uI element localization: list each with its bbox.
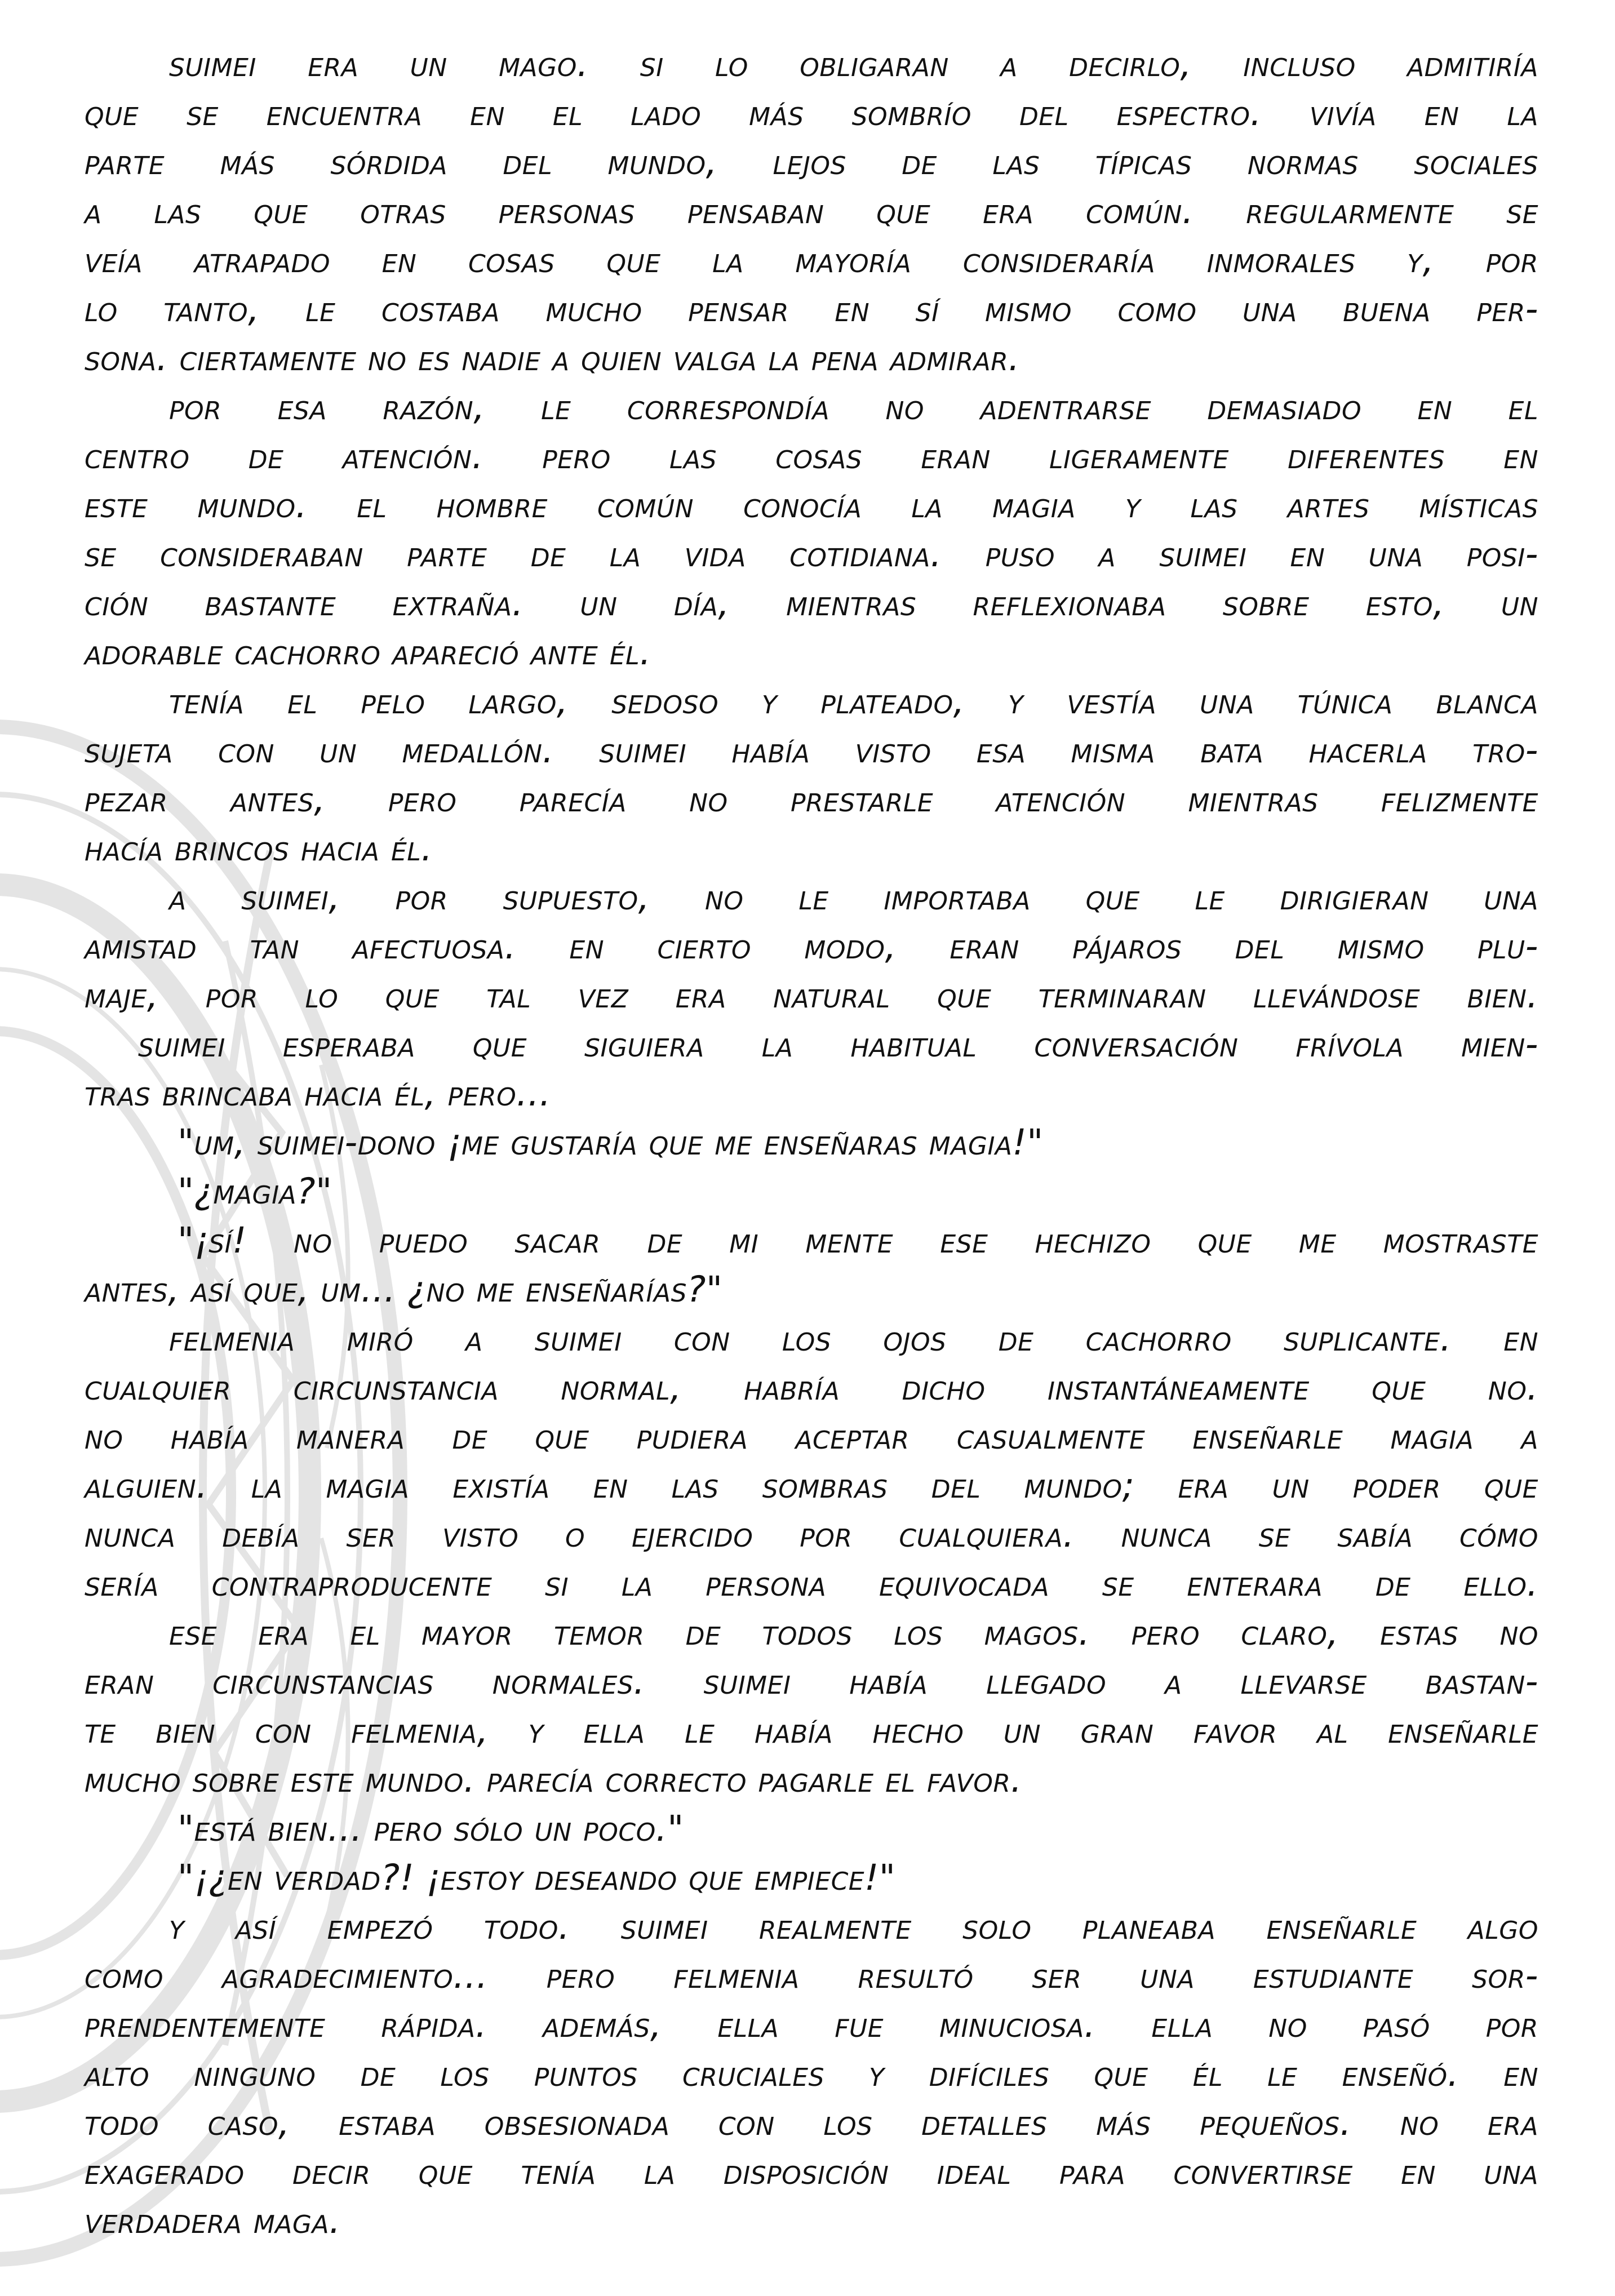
text-line: alto ninguno de los puntos cruciales y difíciles que él le enseñó. en xyxy=(85,2053,1538,2094)
text-line: tras brincaba hacia él, pero... xyxy=(85,1073,551,1114)
text-line: no había manera de que pudiera aceptar casualmente enseñarle magia a xyxy=(85,1416,1538,1457)
text-line: ese era el mayor temor de todos los magos. pero claro, estas no xyxy=(169,1612,1538,1653)
text-line: suimei era un mago. si lo obligaran a decirlo, incluso admitiría xyxy=(169,43,1538,85)
text-line: nunca debía ser visto o ejercido por cualquiera. nunca se sabía cómo xyxy=(85,1514,1538,1555)
text-line: como agradecimiento... pero felmenia resultó ser una estudiante sor- xyxy=(85,1955,1538,1996)
text-line: maje, por lo que tal vez era natural que terminaran llevándose bien. xyxy=(85,975,1538,1016)
text-line: hacía brincos hacia él. xyxy=(85,828,433,869)
page-text xyxy=(85,39,1538,2245)
text-line: felmenia miró a suimei con los ojos de cachorro suplicante. en xyxy=(169,1318,1538,1359)
text-line: antes, así que, um... ¿no me enseñarías?" xyxy=(85,1269,723,1310)
text-line: adorable cachorro apareció ante él. xyxy=(85,632,651,673)
text-line: a las que otras personas pensaban que era común. regularmente se xyxy=(85,190,1538,232)
text-line: tenía el pelo largo, sedoso y plateado, y vestía una túnica blanca xyxy=(169,681,1538,722)
text-line: suimei esperaba que siguiera la habitual conversación frívola mien- xyxy=(138,1024,1538,1065)
text-line: sería contraproducente si la persona equivocada se enterara de ello. xyxy=(85,1563,1538,1604)
text-line: este mundo. el hombre común conocía la magia y las artes místicas xyxy=(85,485,1538,526)
dialog-line: "está bien... pero sólo un poco." xyxy=(178,1808,684,1849)
text-line: parte más sórdida del mundo, lejos de las típicas normas sociales xyxy=(85,141,1538,183)
text-line: alguien. la magia existía en las sombras del mundo; era un poder que xyxy=(85,1465,1538,1506)
text-line: sona. ciertamente no es nadie a quien valga la pena admirar. xyxy=(85,337,1020,379)
text-line: a suimei, por supuesto, no le importaba que le dirigieran una xyxy=(169,877,1538,918)
text-line: exagerado decir que tenía la disposición ideal para convertirse en una xyxy=(85,2151,1538,2192)
dialog-line: "¡sí! no puedo sacar de mi mente ese hechizo que me mostraste xyxy=(178,1220,1538,1261)
text-line: prendentemente rápida. además, ella fue minuciosa. ella no pasó por xyxy=(85,2004,1538,2045)
text-line: que se encuentra en el lado más sombrío del espectro. vivía en la xyxy=(85,92,1538,134)
text-line: eran circunstancias normales. suimei había llegado a llevarse bastan- xyxy=(85,1661,1538,1702)
text-line: cualquier circunstancia normal, habría dicho instantáneamente que no. xyxy=(85,1367,1538,1408)
text-line: ción bastante extraña. un día, mientras reflexionaba sobre esto, un xyxy=(85,583,1538,624)
text-line: verdadera maga. xyxy=(85,2200,341,2241)
text-line: amistad tan afectuosa. en cierto modo, eran pájaros del mismo plu- xyxy=(85,926,1538,967)
text-line: mucho sobre este mundo. parecía correcto pagarle el favor. xyxy=(85,1759,1022,1800)
text-line: pezar antes, pero parecía no prestarle atención mientras felizmente xyxy=(85,779,1538,820)
text-line: y así empezó todo. suimei realmente solo planeaba enseñarle algo xyxy=(169,1906,1538,1947)
text-line: lo tanto, le costaba mucho pensar en sí mismo como una buena per- xyxy=(85,288,1538,330)
dialog-line: "¿magia?" xyxy=(178,1171,332,1212)
text-line: sujeta con un medallón. suimei había visto esa misma bata hacerla tro- xyxy=(85,730,1538,771)
text-line: se consideraban parte de la vida cotidiana. puso a suimei en una posi- xyxy=(85,534,1538,575)
dialog-line: "um, suimei-dono ¡me gustaría que me enseñaras magia!" xyxy=(178,1122,1044,1163)
dialog-line: "¡¿en verdad?! ¡estoy deseando que empiece!" xyxy=(178,1857,896,1898)
text-line: por esa razón, le correspondía no adentrarse demasiado en el xyxy=(169,387,1538,428)
text-line: todo caso, estaba obsesionada con los detalles más pequeños. no era xyxy=(85,2102,1538,2143)
text-line: veía atrapado en cosas que la mayoría consideraría inmorales y, por xyxy=(85,239,1538,281)
text-line: te bien con felmenia, y ella le había hecho un gran favor al enseñarle xyxy=(85,1710,1538,1751)
text-line: centro de atención. pero las cosas eran ligeramente diferentes en xyxy=(85,436,1538,477)
